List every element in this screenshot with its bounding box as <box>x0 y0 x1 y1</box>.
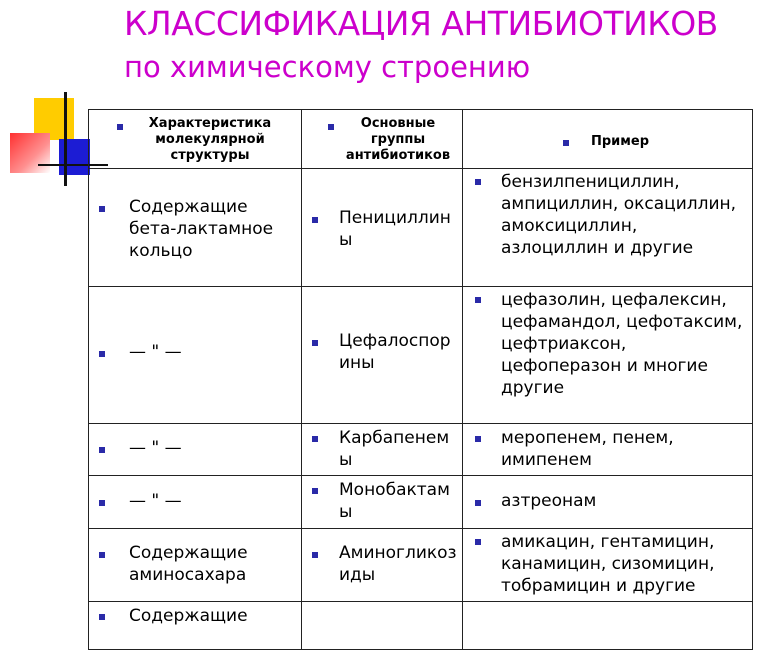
example-cell: азтреонам <box>463 476 753 529</box>
group-cell: Монобактамы <box>302 476 463 529</box>
structure-cell: Содержащие <box>89 602 302 650</box>
bullet-icon <box>99 447 105 453</box>
bullet-icon <box>99 351 105 357</box>
decor-red-square <box>10 133 50 173</box>
decor-vertical-line <box>64 92 67 186</box>
bullet-icon <box>312 488 318 494</box>
bullet-icon <box>328 124 334 130</box>
group-cell: Аминогликозиды <box>302 529 463 602</box>
bullet-icon <box>475 297 481 303</box>
table-row <box>89 287 753 424</box>
structure-cell: — " — <box>89 476 302 529</box>
table-row <box>89 476 753 529</box>
example-cell <box>463 602 753 650</box>
table-row <box>89 602 753 650</box>
group-cell: Карбапенемы <box>302 424 463 476</box>
bullet-icon <box>99 206 105 212</box>
page-subtitle: по химическому строению <box>124 50 531 84</box>
bullet-icon <box>475 436 481 442</box>
bullet-icon <box>475 500 481 506</box>
structure-cell: Содержащие аминосахара <box>89 529 302 602</box>
header-cell-example: Пример <box>463 110 753 169</box>
bullet-icon <box>312 340 318 346</box>
example-cell: амикацин, гентамицин, канамицин, сизомицин, тобрамицин и другие <box>463 529 753 602</box>
bullet-icon <box>475 179 481 185</box>
group-cell: Пенициллины <box>302 169 463 287</box>
bullet-icon <box>312 436 318 442</box>
antibiotics-table <box>88 109 753 650</box>
table-row <box>89 169 753 287</box>
example-cell: цефазолин, цефалексин, цефамандол, цефотаксим, цефтриаксон, цефоперазон и многие другие <box>463 287 753 424</box>
structure-cell: Содержащие бета-лактамное кольцо <box>89 169 302 287</box>
bullet-icon <box>312 217 318 223</box>
example-cell: меропенем, пенем, имипенем <box>463 424 753 476</box>
group-cell <box>302 602 463 650</box>
example-cell: бензилпенициллин, ампициллин, оксациллин, амоксициллин, азлоциллин и другие <box>463 169 753 287</box>
bullet-icon <box>563 140 569 146</box>
header-cell-structure: Характеристика молекулярной структуры <box>89 110 302 169</box>
structure-cell: — " — <box>89 424 302 476</box>
bullet-icon <box>99 500 105 506</box>
bullet-icon <box>117 124 123 130</box>
bullet-icon <box>475 539 481 545</box>
header-cell-group: Основные группы антибиотиков <box>302 110 463 169</box>
table-row <box>89 529 753 602</box>
bullet-icon <box>312 552 318 558</box>
page-title: КЛАССИФИКАЦИЯ АНТИБИОТИКОВ <box>124 4 718 43</box>
table-header-row <box>89 110 753 169</box>
bullet-icon <box>99 552 105 558</box>
table-row <box>89 424 753 476</box>
group-cell: Цефалоспорины <box>302 287 463 424</box>
bullet-icon <box>99 614 105 620</box>
structure-cell: — " — <box>89 287 302 424</box>
